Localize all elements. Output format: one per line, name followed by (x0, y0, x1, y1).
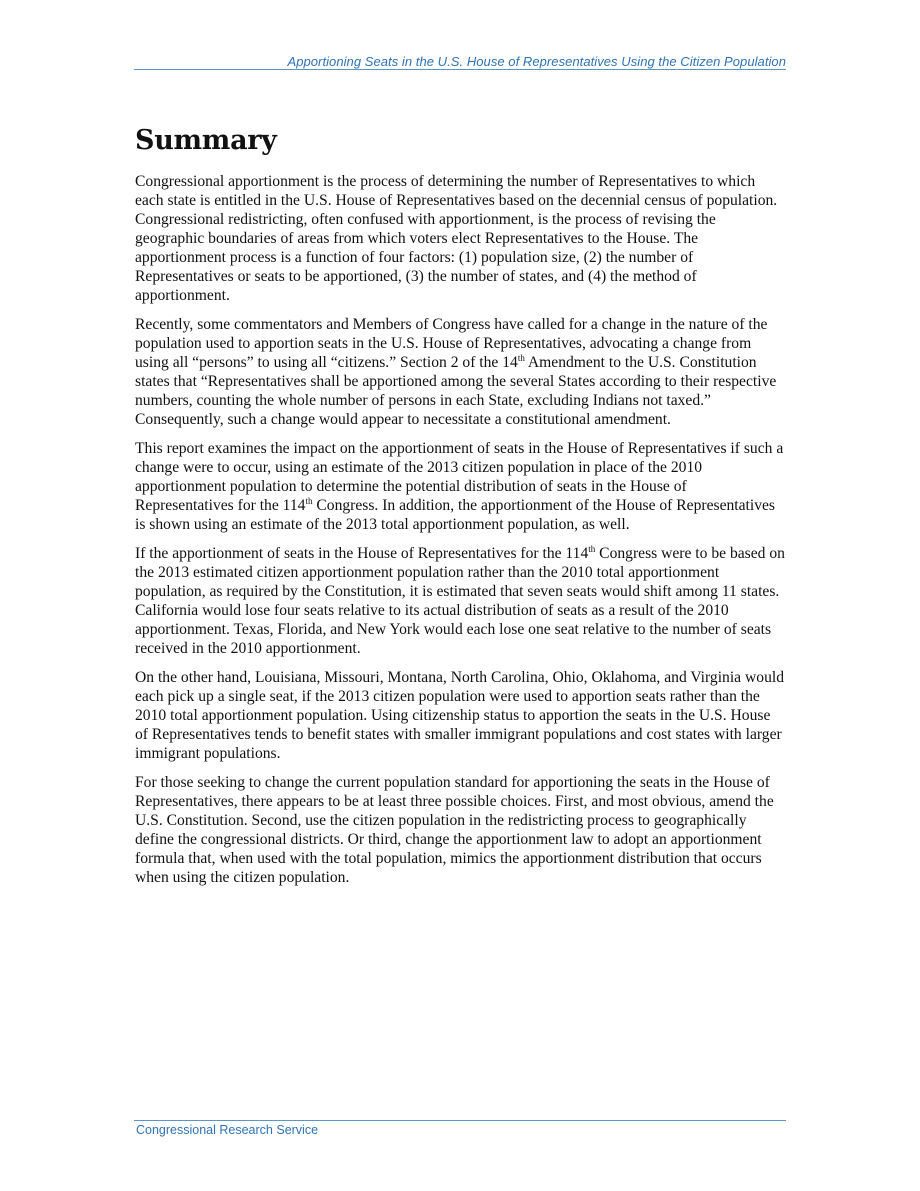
paragraph-text: Congress were to be based on the 2013 estimated citizen apportionment population rather than the 2010 total apportionment population, as required by the Constitution, it is estimated that seven seats would shift among 11 states. California would lose four seats relative to its actual distribution of seats as a result of the 2010 apportionment. Texas, Florida, and New York would each lose one seat relative to the number of seats received in the 2010 apportionment. (135, 545, 785, 657)
paragraph-text: Congress. In addition, the apportionment of the House of Representatives is shown using an estimate of the 2013 total apportionment population, as well. (135, 497, 775, 533)
paragraph-seat-shift (135, 544, 787, 658)
footer-divider (134, 1120, 786, 1121)
ordinal-superscript: th (305, 495, 313, 506)
paragraph-citizen-proposal (135, 315, 787, 429)
ordinal-superscript: th (517, 352, 525, 363)
paragraph-text: Amendment to the U.S. Constitution states that “Representatives shall be apportioned among the several States according to their respective numbers, counting the whole number of persons in each State, excluding Indians not taxed.” Consequently, such a change would appear to necessitate a constitutional amendment. (135, 354, 777, 428)
page-content (135, 122, 787, 897)
paragraph-possible-choices: For those seeking to change the current population standard for apportioning the seats in the House of Representatives, there appears to be at least three possible choices. First, and most obvious, amend the U.S. Constitution. Second, use the citizen population in the redistricting process to geographically define the congressional districts. Or third, change the apportionment law to adopt an apportionment formula that, when used with the total population, mimics the apportionment distribution that occurs when using the citizen population. (135, 774, 774, 886)
paragraph-report-scope (135, 439, 787, 534)
ordinal-superscript: th (588, 543, 596, 554)
paragraph-text: Recently, some commentators and Members of Congress have called for a change in the nature of the population used to apportion seats in the U.S. House of Representatives, advocating a change from using all “persons” to using all “citizens.” Section 2 of the 14 (135, 316, 768, 371)
footer-organization: Congressional Research Service (136, 1123, 319, 1137)
paragraph-apportionment-definition: Congressional apportionment is the process of determining the number of Representatives to which each state is entitled in the U.S. House of Representatives based on the decennial census of population. Congressional redistricting, often confused with apportionment, is the process of revising the geographic boundaries of areas from which voters elect Representatives to the House. The apportionment process is a function of four factors: (1) population size, (2) the number of Representatives or seats to be apportioned, (3) the number of states, and (4) the method of apportionment. (135, 173, 778, 304)
paragraph-states-gaining: On the other hand, Louisiana, Missouri, Montana, North Carolina, Ohio, Oklahoma, and Virginia would each pick up a single seat, if the 2013 citizen population were used to apportion seats rather than the 2010 total apportionment population. Using citizenship status to apportion the seats in the U.S. House of Representatives tends to benefit states with smaller immigrant populations and cost states with larger immigrant populations. (135, 669, 784, 762)
section-heading: Summary (135, 125, 277, 156)
running-header-title: Apportioning Seats in the U.S. House of Representatives Using the Citizen Population (287, 54, 786, 69)
paragraph-text: This report examines the impact on the apportionment of seats in the House of Representatives if such a change were to occur, using an estimate of the 2013 citizen population in place of the 2010 apportionment population to determine the potential distribution of seats in the House of Representatives for the 114 (135, 440, 784, 514)
header-divider (134, 69, 786, 70)
paragraph-text: If the apportionment of seats in the House of Representatives for the 114 (135, 545, 589, 562)
